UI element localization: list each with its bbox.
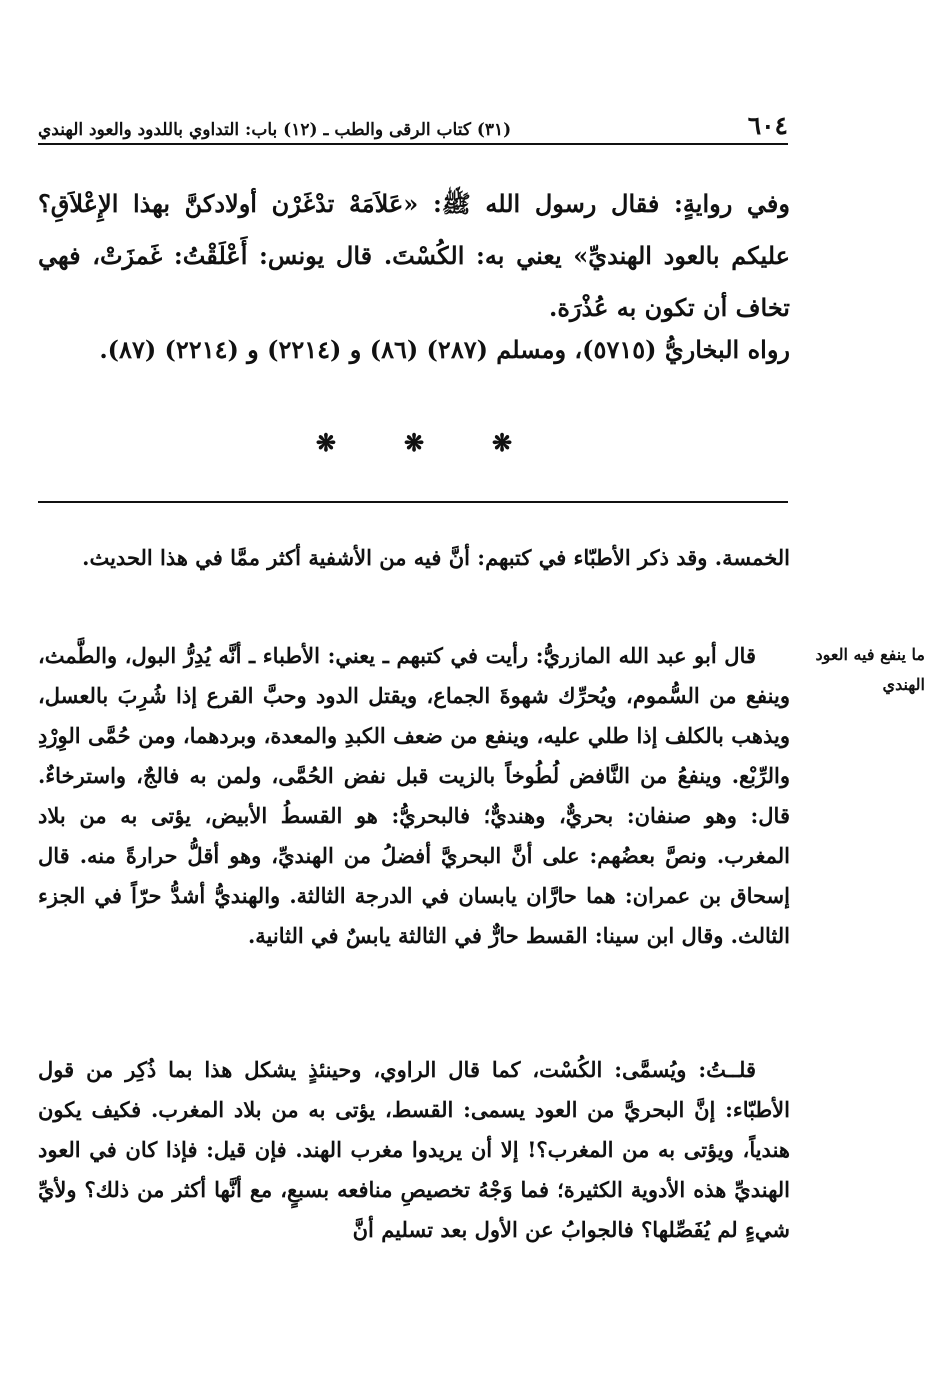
star-ornament: ❋ (492, 428, 513, 457)
section-separator (38, 428, 790, 457)
page-number: ٦٠٤ (747, 111, 788, 140)
qultu-paragraph (38, 1050, 790, 1250)
header-divider (38, 143, 788, 145)
source-paragraph: رواه البخاريُّ (٥٧١٥)، ومسلم (٢٨٧) (٨٦) و (٢٢١٤) و (٢٢١٤) (٨٧). (99, 335, 790, 364)
star-ornament: ❋ (403, 428, 425, 457)
intro-paragraph: الخمسة. وقد ذكر الأطبّاء في كتبهم: أنَّ فيه من الأشفية أكثر ممَّا في هذا الحديث. (82, 545, 790, 570)
hadith-source (38, 328, 790, 372)
commentary-qultu (38, 1050, 790, 1250)
hadith-paragraph: وفي روايةٍ: فقال رسول الله ﷺ: «عَلاَمَهْ تدْغَرْن أولادكنَّ بهذا الإِعْلاَقِ؟ عليكم بالعود الهنديِّ» يعني به: الكُسْتَ. قال يونس: أَعْلَقْتُ: غَمزَتْ، فهي تخاف أن تكون به عُذْرَة. (38, 189, 790, 322)
page-header (38, 108, 788, 140)
qultu-text: قلــتُ: ويُسمَّى: الكُسْت، كما قال الراوي، وحينئذٍ يشكل هذا بما ذُكِر من قول الأطبّاء: إنَّ البحريَّ من العود يسمى: القسط، يؤتى به من بلاد المغرب. فكيف يكون هندياً، ويؤتى به من المغرب؟! إلا أن يريدوا مغرب الهند. فإن قيل: فإذا كان في العود الهنديِّ هذه الأدوية الكثيرة؛ فما وَجْهُ تخصيصِ منافعه بسبعٍ، مع أنَّها أكثر من ذلك؟ ولأيِّ شيءٍ لم يُفَصِّلها؟ فالجوابُ عن الأول بعد تسليم أنَّ (38, 1057, 790, 1242)
running-title: (٣١) كتاب الرقى والطب ـ (١٢) باب: التداوي باللدود والعود الهندي (38, 120, 512, 140)
commentary-intro (38, 538, 790, 578)
commentary-mazari (38, 636, 790, 956)
star-ornament: ❋ (315, 428, 336, 457)
mazari-text: قال أبو عبد الله المازريُّ: رأيت في كتبهم ـ يعني: الأطباء ـ أنَّه يُدِرُّ البول، والطَّمث، وينفع من السُّموم، ويُحرِّك شهوةَ الجماع، ويقتل الدود وحبَّ القرع إذا شُرِبَ بالعسل، ويذهب بالكلف إذا طلي عليه، وينفع من ضعف الكبدِ والمعدة، وبردهما، ومن حُمَّى الوِرْدِ والرِّبْع. وينفعُ من النَّافض لُطُوخاً بالزيت قبل نفض الحُمَّى، ولمن به فالجٌ، واسترخاءٌ. قال: وهو صنفان: بحريٌّ، وهنديٌّ؛ فالبحريُّ: هو القسطُ الأبيض، يؤتى به من بلاد المغرب. ونصَّ بعضُهم: على أنَّ البحريَّ أفضلُ من الهنديِّ، وهو أقلُّ حرارةً منه. قال إسحاق بن عمران: هما حارَّان يابسان في الدرجة الثالثة. والهنديُّ أشدُّ حرّاً في الجزء الثالث. وقال ابن سينا: القسط حارٌّ في الثالثة يابسٌ في الثانية. (38, 643, 790, 948)
commentary-divider (38, 501, 788, 503)
hadith-text (38, 178, 790, 334)
mazari-paragraph (38, 636, 790, 956)
margin-note: ما ينفع فيه العود الهندي (815, 645, 925, 694)
